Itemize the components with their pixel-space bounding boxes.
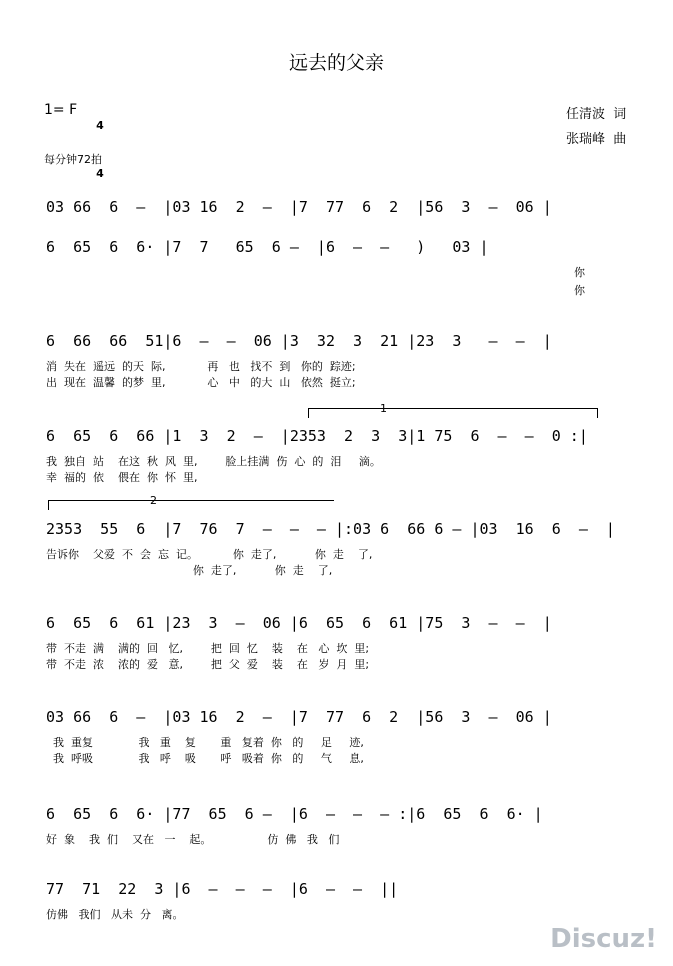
volta-second-label: 2 [150, 494, 157, 507]
lyric-line: 幸 福的 依 偎在 你 怀 里, [46, 471, 198, 484]
notation-line: 6 65 6 66 |1 3 2 – |2353 2 3 3|1 75 6 – – 0 :| [46, 427, 588, 445]
notation-line: 03 66 6 – |03 16 2 – |7 77 6 2 |56 3 – 06 | [46, 708, 552, 726]
lyric-line: 你 [574, 284, 585, 297]
volta-first-label: 1 [380, 402, 387, 415]
notation-line: 03 66 6 – |03 16 2 – |7 77 6 2 |56 3 – 06 | [46, 198, 552, 216]
lyric-line: 我 呼吸 我 呼 吸 呼 吸着 你 的 气 息, [46, 752, 364, 765]
tempo-marking: 每分钟72拍 [44, 153, 102, 166]
lyric-line: 告诉你 父爱 不 会 忘 记。 你 走了, 你 走 了, [46, 548, 373, 561]
song-title: 远去的父亲 [288, 52, 384, 74]
lyric-line: 你 走了, 你 走 了, [46, 564, 333, 577]
meter-bottom: 4 [96, 167, 104, 180]
lyric-line: 带 不走 满 满的 回 忆, 把 回 忆 装 在 心 坎 里; [46, 642, 370, 655]
meter-top: 4 [96, 119, 104, 132]
lyric-line: 带 不走 浓 浓的 爱 意, 把 父 爱 装 在 岁 月 里; [46, 658, 370, 671]
composer-credit: 张瑞峰 曲 [566, 132, 627, 147]
lyric-line: 好 象 我 们 又在 一 起。 仿 佛 我 们 [46, 833, 340, 846]
lyricist-credit: 任清波 词 [566, 107, 627, 122]
notation-line: 6 65 6 61 |23 3 – 06 |6 65 6 61 |75 3 – – | [46, 614, 552, 632]
lyric-line: 你 [574, 266, 585, 279]
lyric-line: 消 失在 遥远 的天 际, 再 也 找不 到 你的 踪迹; [46, 360, 356, 373]
notation-line: 2353 55 6 |7 76 7 – – – |:03 6 66 6 – |03 16 6 – | [46, 520, 615, 538]
key-signature: 1= F [44, 102, 78, 118]
watermark-logo: Discuz! [550, 924, 657, 954]
lyric-line: 出 现在 温馨 的梦 里, 心 中 的大 山 依然 挺立; [46, 376, 356, 389]
notation-line: 77 71 22 3 |6 – – – |6 – – || [46, 880, 399, 898]
lyric-line: 仿佛 我们 从未 分 离。 [46, 908, 184, 921]
lyric-line: 我 重复 我 重 复 重 复着 你 的 足 迹, [46, 736, 364, 749]
notation-line: 6 65 6 6· |77 65 6 – |6 – – – :|6 65 6 6· | [46, 805, 543, 823]
notation-line: 6 66 66 51|6 – – 06 |3 32 3 21 |23 3 – – | [46, 332, 552, 350]
notation-line: 6 65 6 6· |7 7 65 6 – |6 – – ) 03 | [46, 238, 489, 256]
time-signature [93, 96, 107, 204]
lyric-line: 我 独自 站 在这 秋 风 里, 脸上挂满 伤 心 的 泪 滴。 [46, 455, 381, 468]
